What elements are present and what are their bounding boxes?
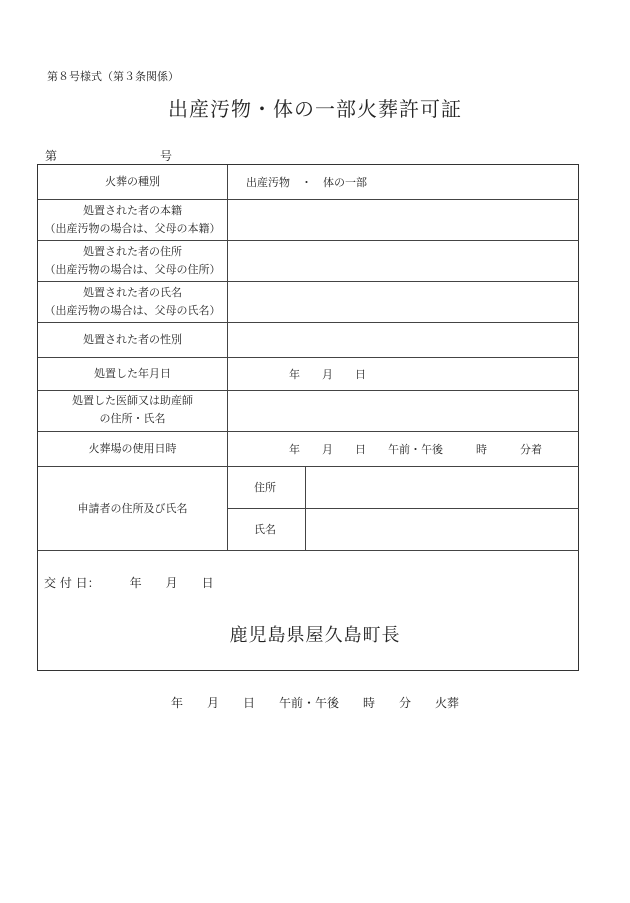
permit-number-prefix: 第 — [45, 149, 58, 163]
full-name-field[interactable] — [228, 282, 578, 322]
full-name-label: 処置された者の氏名 （出産汚物の場合は、父母の氏名） — [44, 286, 221, 317]
applicant-address-label: 住所 — [254, 481, 276, 494]
registered-domicile-field[interactable] — [228, 200, 578, 240]
cremation-type-value: 出産汚物 ・ 体の一部 — [246, 176, 367, 189]
crematorium-use-value: 年 月 日 午前・午後 時 分着 — [289, 443, 542, 456]
issuer-name: 鹿児島県屋久島町長 — [229, 625, 401, 646]
doctor-midwife-label: 処置した医師又は助産師 の住所・氏名 — [72, 394, 193, 425]
row-divider — [38, 431, 579, 432]
sex-field[interactable] — [228, 323, 578, 357]
treatment-date-label: 処置した年月日 — [94, 367, 171, 380]
cremation-type-label: 火葬の種別 — [105, 175, 160, 188]
row-divider — [38, 550, 579, 551]
applicant-label: 申請者の住所及び氏名 — [77, 502, 188, 515]
issue-date-line: 交 付 日： 年 月 日 — [44, 576, 214, 590]
sex-label: 処置された者の性別 — [83, 333, 182, 346]
address-label: 処置された者の住所 （出産汚物の場合は、父母の住所） — [44, 245, 221, 276]
row-divider — [38, 357, 579, 358]
applicant-name-label: 氏名 — [254, 523, 276, 536]
doctor-midwife-field[interactable] — [228, 391, 578, 431]
applicant-name-field[interactable] — [306, 509, 578, 550]
registered-domicile-label: 処置された者の本籍 （出産汚物の場合は、父母の本籍） — [44, 204, 221, 235]
page-title: 出産汚物・体の一部火葬許可証 — [168, 97, 462, 121]
treatment-date-value: 年 月 日 — [289, 368, 366, 381]
crematorium-use-label: 火葬場の使用日時 — [88, 442, 177, 455]
applicant-address-field[interactable] — [306, 467, 578, 508]
form-number-label: 第８号様式（第３条関係） — [47, 70, 179, 83]
cremation-record-line: 年 月 日 午前・午後 時 分 火葬 — [170, 696, 459, 710]
permit-number-suffix: 号 — [160, 149, 173, 163]
address-field[interactable] — [228, 241, 578, 281]
